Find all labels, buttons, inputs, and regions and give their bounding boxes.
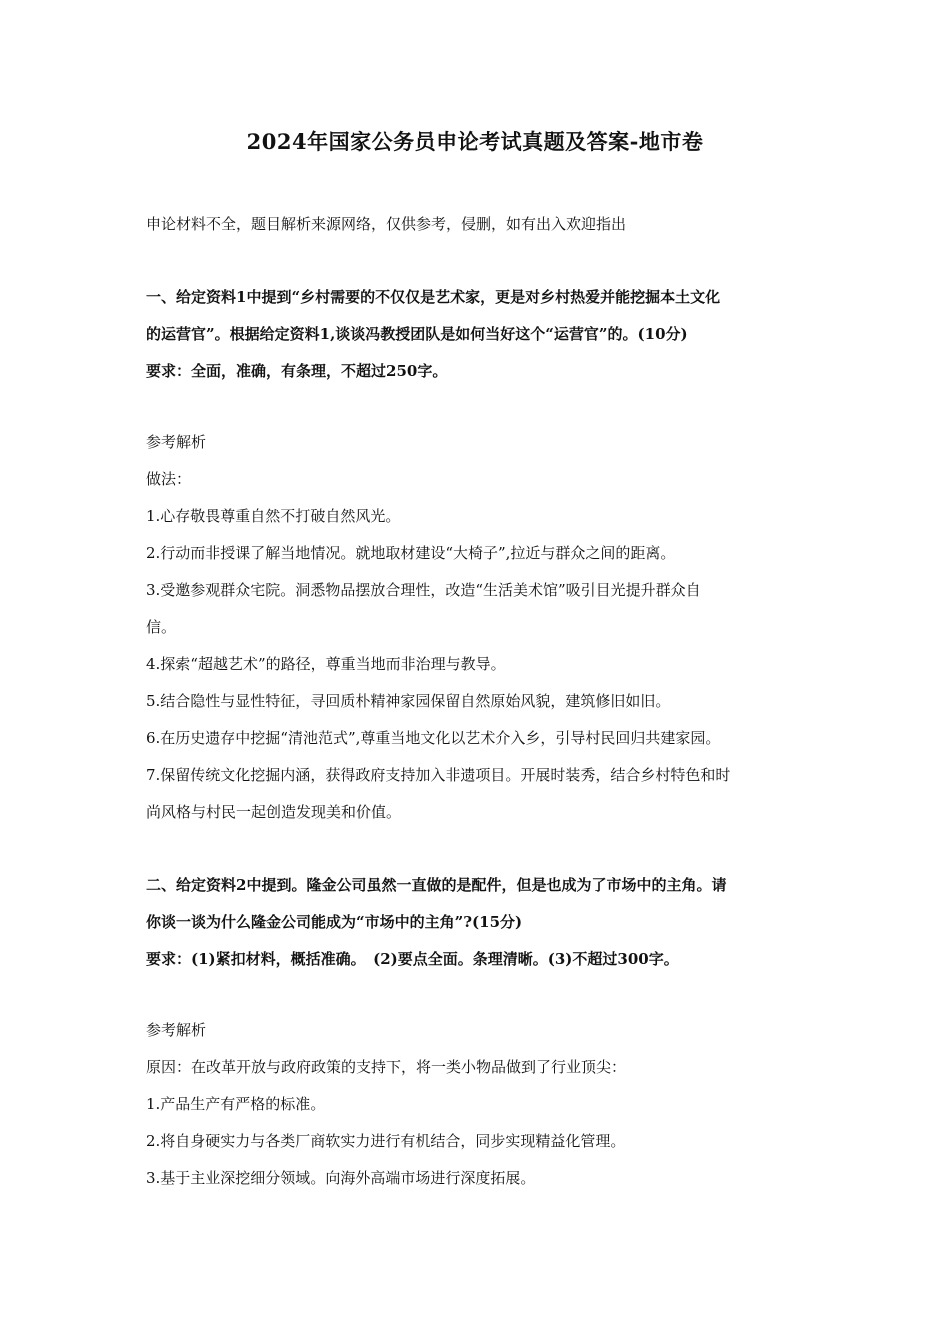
question-1-reference-heading: 参考解析	[146, 433, 207, 451]
answer-point: 3.基于主业深挖细分领域。向海外高端市场进行深度拓展。	[146, 1169, 536, 1187]
question-2-reference-heading: 参考解析	[146, 1021, 207, 1039]
answer-point: 3.受邀参观群众宅院。洞悉物品摆放合理性，改造“生活美术馆”吸引目光提升群众自	[146, 581, 701, 599]
answer-point: 5.结合隐性与显性特征，寻回质朴精神家园保留自然原始风貌，建筑修旧如旧。	[146, 692, 671, 710]
question-1-requirement: 要求：全面，准确，有条理，不超过250字。	[146, 362, 448, 380]
question-2-line: 你谈一谈为什么隆金公司能成为“市场中的主角”?(15分)	[146, 913, 523, 931]
answer-point-continuation: 尚风格与村民一起创造发现美和价值。	[146, 803, 402, 821]
question-1-method-label: 做法：	[146, 470, 192, 488]
answer-point: 6.在历史遗存中挖掘“清池范式”,尊重当地文化以艺术介入乡，引导村民回归共建家园。	[146, 729, 721, 747]
answer-point: 4.探索“超越艺术”的路径，尊重当地而非治理与教导。	[146, 655, 506, 673]
question-2-line: 二、给定资料2中提到。隆金公司虽然一直做的是配件，但是也成为了市场中的主角。请	[146, 876, 727, 894]
answer-point: 1.心存敬畏尊重自然不打破自然风光。	[146, 507, 401, 525]
question-2-reason: 原因：在改革开放与政府政策的支持下，将一类小物品做到了行业顶尖：	[146, 1058, 627, 1076]
question-1	[146, 279, 814, 831]
question-2	[146, 867, 814, 1197]
answer-point: 7.保留传统文化挖掘内涵，获得政府支持加入非遗项目。开展时装秀，结合乡村特色和时	[146, 766, 731, 784]
question-1-line: 的运营官”。根据给定资料1,谈谈冯教授团队是如何当好这个“运营官”的。(10分)	[146, 325, 688, 343]
answer-point-continuation: 信。	[146, 618, 177, 636]
disclaimer-note: 申论材料不全，题目解析来源网络，仅供参考，侵删，如有出入欢迎指出	[146, 215, 627, 233]
answer-point: 2.将自身硬实力与各类厂商软实力进行有机结合，同步实现精益化管理。	[146, 1132, 626, 1150]
document-title: 2024年国家公务员申论考试真题及答案-地市卷	[246, 129, 704, 154]
answer-point: 1.产品生产有严格的标准。	[146, 1095, 326, 1113]
question-2-requirement: 要求：(1)紧扣材料，概括准确。 (2)要点全面。条理清晰。(3)不超过300字。	[146, 950, 679, 968]
question-1-line: 一、给定资料1中提到“乡村需要的不仅仅是艺术家，更是对乡村热爱并能挖掘本土文化	[146, 288, 721, 306]
answer-point: 2.行动而非授课了解当地情况。就地取材建设“大椅子”,拉近与群众之间的距离。	[146, 544, 676, 562]
document-body	[146, 206, 814, 1197]
